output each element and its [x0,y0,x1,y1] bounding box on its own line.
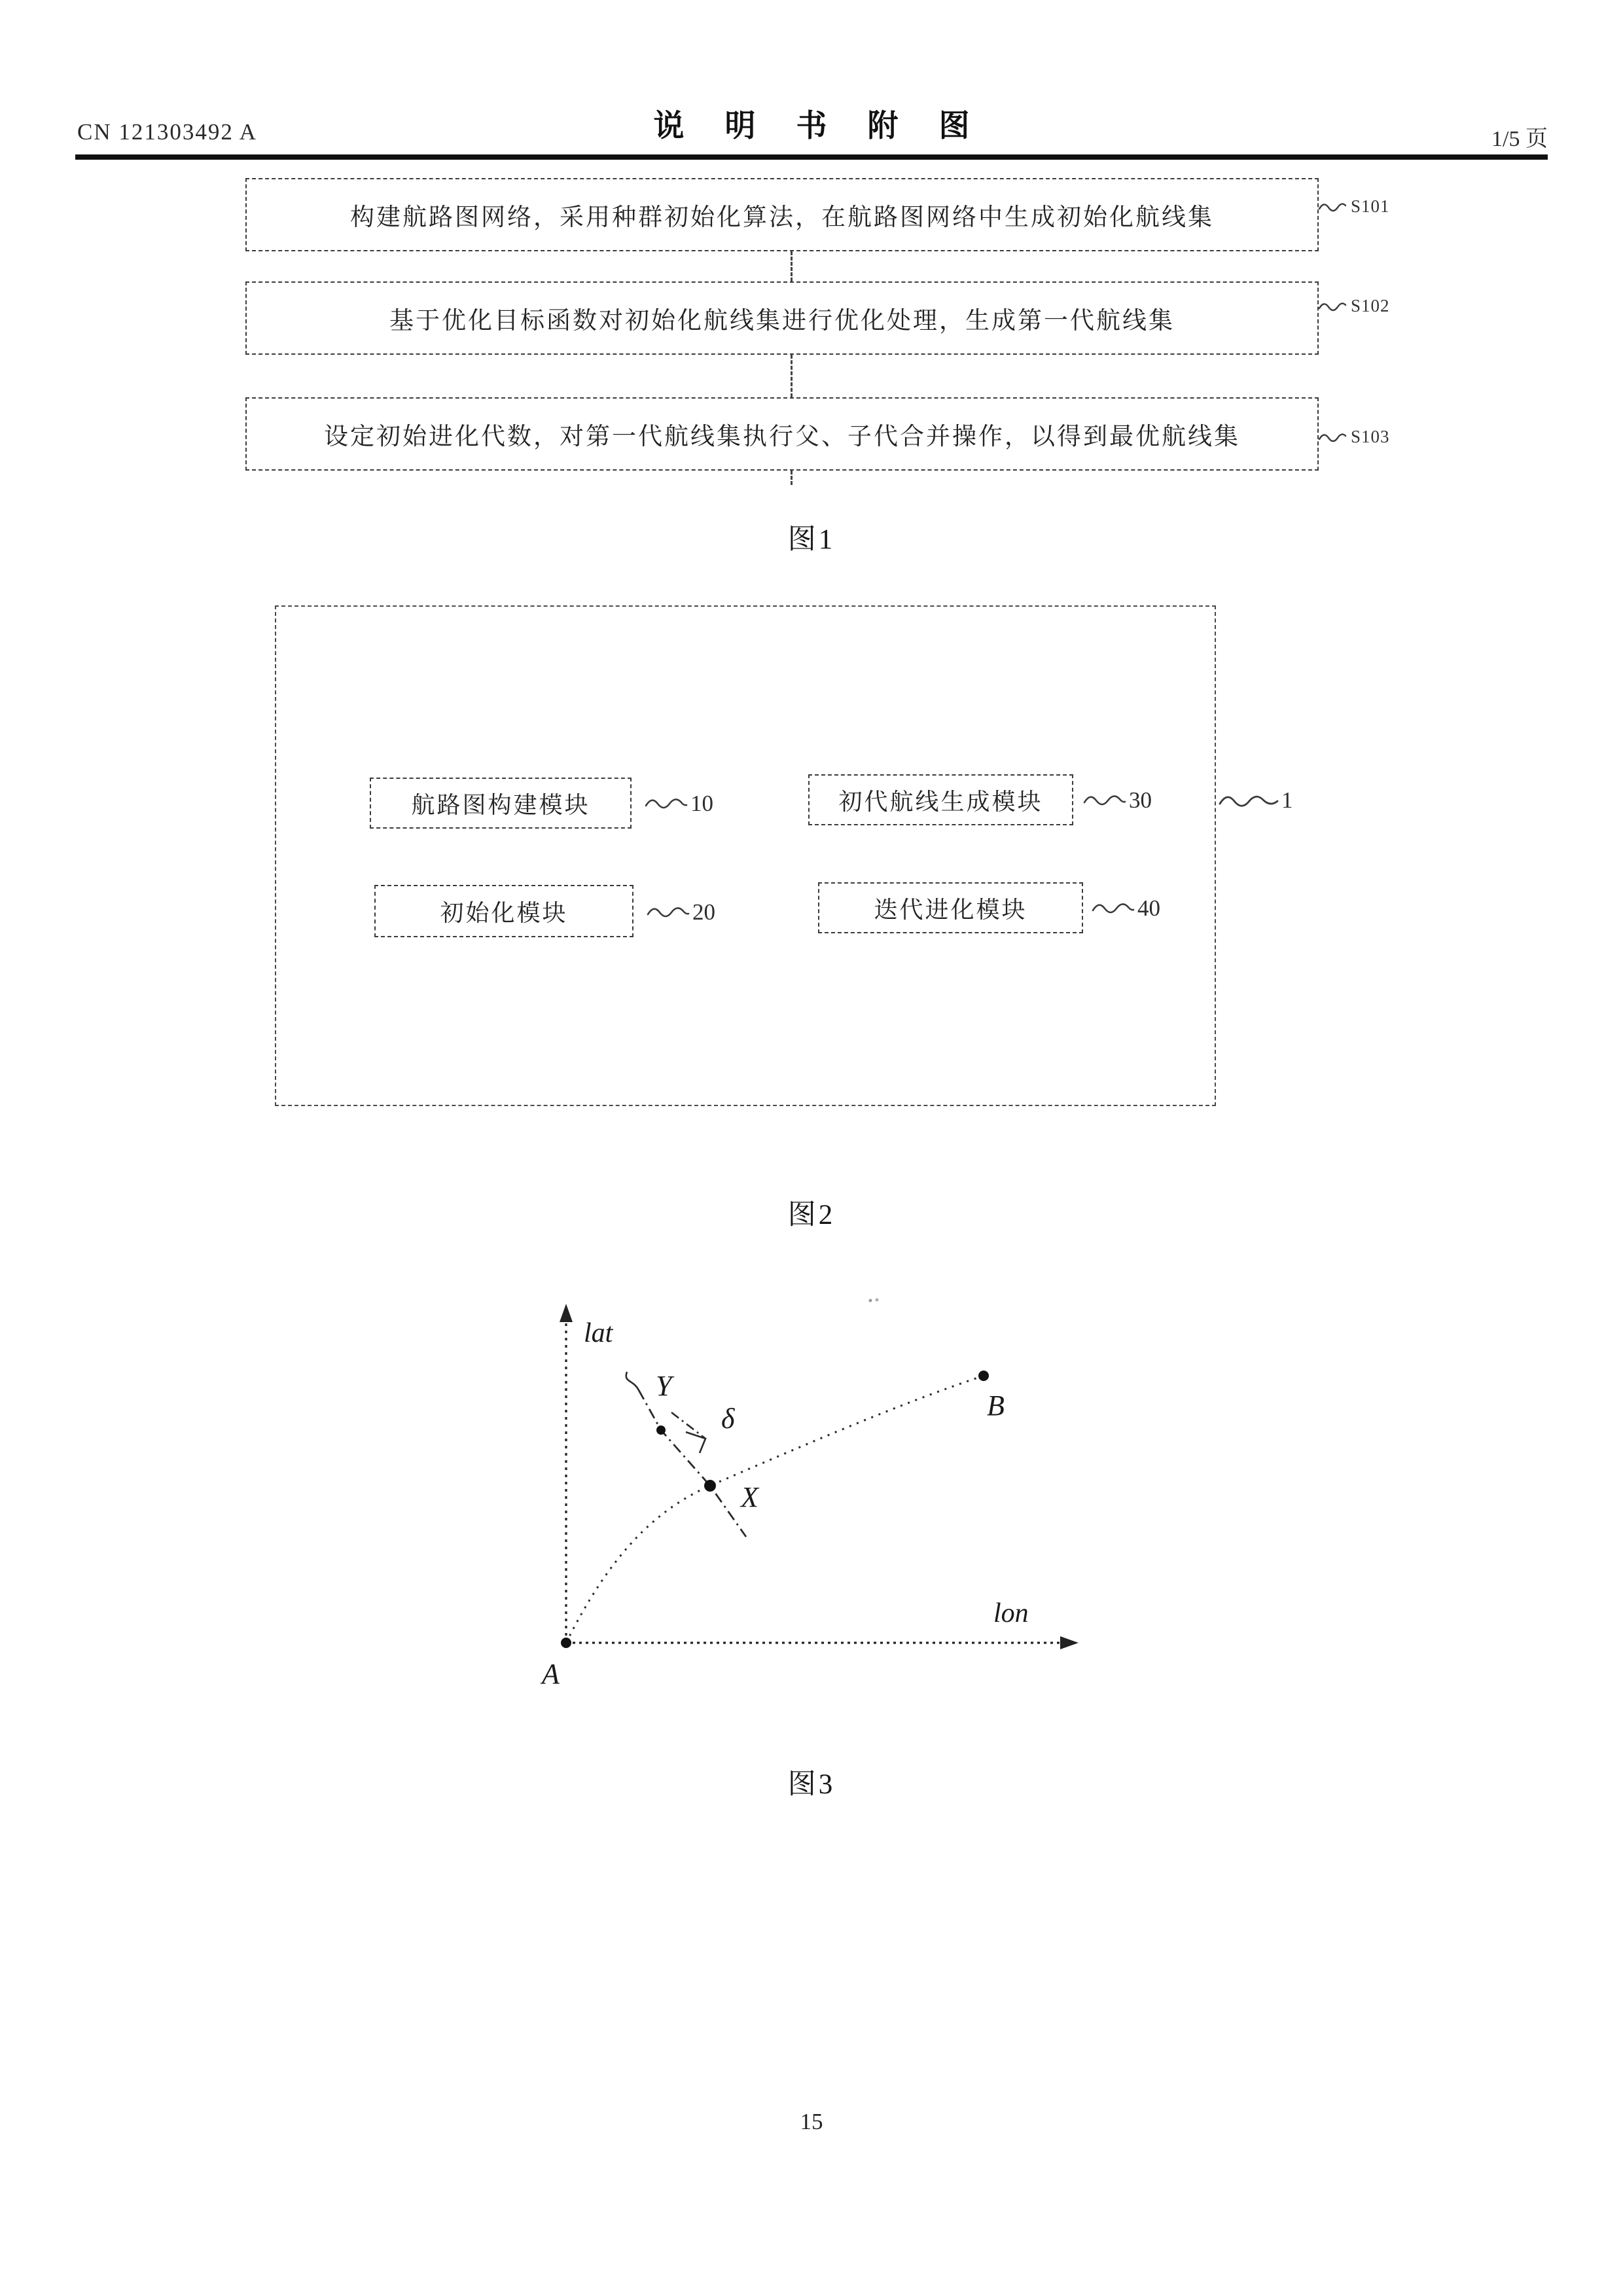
flow-step-text-1: 构建航路图网络，采用种群初始化算法，在航路图网络中生成初始化航线集 [350,204,1214,231]
lon-axis-label: lon [993,1598,1029,1628]
module-label-text-30: 30 [1129,787,1152,813]
lat-axis-arrow [560,1304,573,1322]
step-label-group-3 [1318,427,1390,447]
step-label-group-1 [1318,196,1390,217]
tilde-connector-icon [1318,430,1347,444]
point-a-label: A [542,1658,560,1690]
module-label-group-40 [1092,895,1160,922]
tilde-connector-icon [1318,299,1347,314]
point-x-dot [704,1480,716,1492]
flow-step-text-2: 基于优化目标函数对初始化航线集进行优化处理，生成第一代航线集 [389,308,1175,334]
flow-step-box-2 [245,281,1319,355]
module-label-group-20 [647,899,715,925]
lon-axis-arrow [1060,1636,1079,1649]
flow-step-box-1 [245,178,1319,251]
point-b-label: B [987,1390,1005,1422]
step-label-text-3: S103 [1351,427,1390,446]
tilde-connector-icon [647,904,690,921]
step-label-text-2: S102 [1351,296,1390,315]
figure2-outer-box [275,605,1216,1106]
flow-connector-1 [791,251,793,281]
tilde-connector-icon [1318,200,1347,214]
point-y-label: Y [656,1370,672,1402]
tilde-connector-icon [1219,791,1279,810]
point-a-dot [561,1638,571,1648]
module-label-group-10 [645,791,713,817]
route-curve [566,1376,984,1643]
mutation-line-curl [626,1372,639,1390]
noise-dot [876,1299,879,1302]
module-box-10 [370,778,632,829]
system-label-group [1219,787,1293,814]
point-b-dot [978,1371,989,1381]
figure2-caption: 图2 [787,1200,836,1230]
module-text-20: 初始化模块 [440,899,568,926]
lat-axis-label: lat [584,1318,613,1348]
module-text-40: 迭代进化模块 [874,896,1027,923]
module-box-40 [818,882,1083,933]
doc-title: 说明书附图 [653,109,1010,143]
module-label-text-20: 20 [692,899,715,925]
flow-step-box-3 [245,397,1319,471]
tilde-connector-icon [1092,900,1135,917]
noise-dot [869,1299,872,1302]
tilde-connector-icon [645,795,688,812]
figure3-svg [510,1276,1113,1721]
module-label-text-40: 40 [1137,895,1160,921]
step-label-group-2 [1318,296,1390,316]
delta-label: δ [721,1403,735,1435]
step-label-text-1: S101 [1351,196,1390,216]
right-angle-mark [686,1432,705,1453]
tilde-connector-icon [1083,792,1126,809]
module-label-text-10: 10 [690,791,713,816]
flow-connector-3 [791,471,793,485]
page-indicator: 1/5 页 [1491,127,1548,151]
flow-step-text-3: 设定初始进化代数，对第一代航线集执行父、子代合并操作，以得到最优航线集 [324,423,1240,450]
header-rule [75,154,1548,160]
page-number: 15 [800,2109,823,2134]
module-box-20 [374,885,633,937]
module-text-10: 航路图构建模块 [411,791,590,818]
system-label-text: 1 [1281,787,1293,813]
offset-segment [671,1412,705,1439]
patent-number: CN 121303492 A [77,119,257,145]
point-y-dot [656,1426,666,1435]
module-box-30 [808,774,1073,825]
flow-connector-2 [791,355,793,397]
figure3-plot [510,1276,1113,1721]
figure3-caption: 图3 [787,1769,836,1800]
module-text-30: 初代航线生成模块 [838,788,1043,815]
figure1-caption: 图1 [787,524,836,555]
module-label-group-30 [1083,787,1152,814]
point-x-label: X [741,1481,758,1513]
